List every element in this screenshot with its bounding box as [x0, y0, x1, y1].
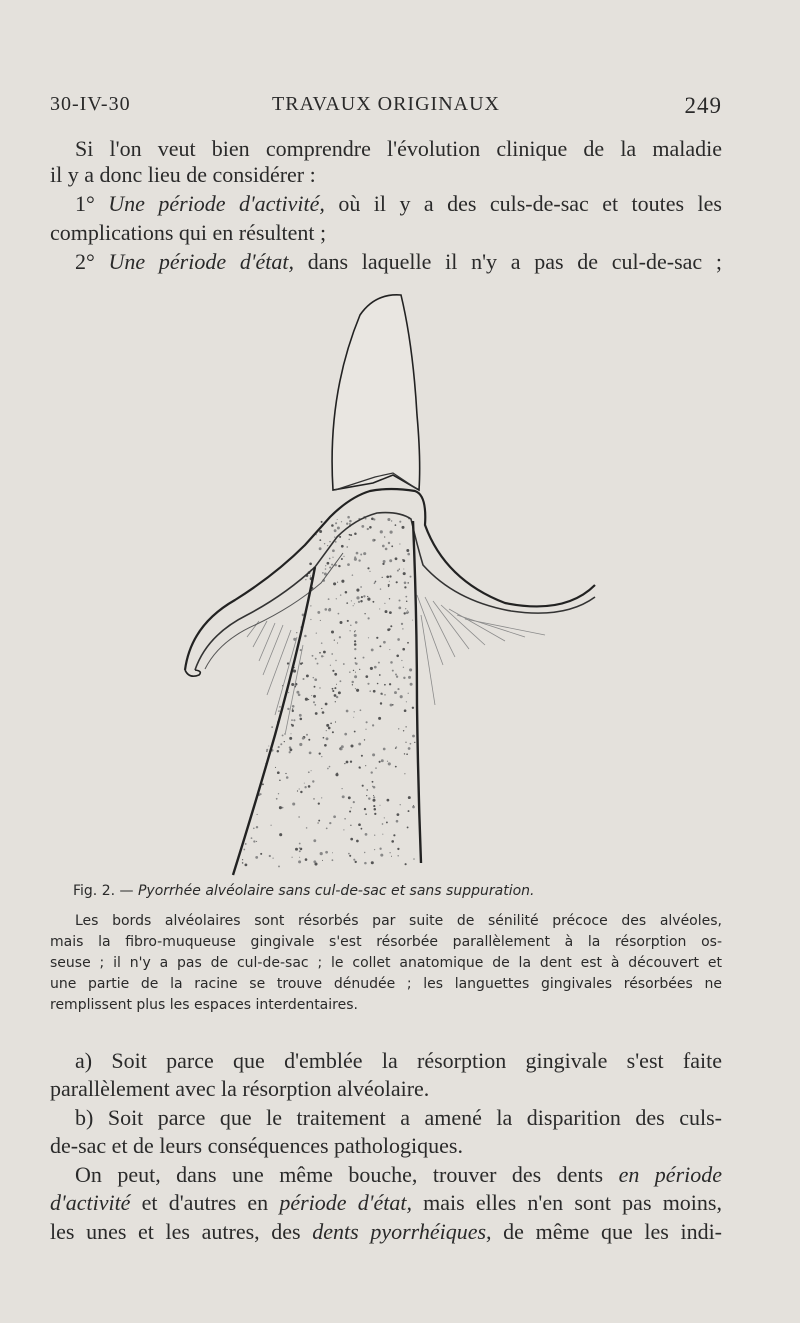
gingiva-inner-contour	[195, 513, 595, 670]
caption-line-5: remplissent plus les espaces interdentaires.	[50, 997, 358, 1013]
point-b-line-2: de-sac et de leurs conséquences pathologiques.	[50, 1133, 463, 1158]
point-b-line-1: b) Soit parce que le traitement a amené la disparition des culs-	[75, 1105, 722, 1130]
item1-term: Une période d'activité,	[108, 191, 325, 216]
intro-line-2: il y a donc lieu de considérer :	[50, 162, 316, 187]
list-item-1-continued: complications qui en résultent ;	[50, 220, 327, 245]
list-item-1	[50, 189, 722, 219]
gingiva-outer-contour	[185, 489, 595, 670]
gum-hatching-right	[417, 595, 545, 705]
caption-line-3: seuse ; il n'y a pas de cul-de-sac ; le collet anatomique de la dent est à découvert et	[50, 955, 722, 971]
item2-text: dans laquelle il n'y a pas de cul-de-sac ;	[294, 249, 722, 274]
caption-line-4: une partie de la racine se trouve dénudée ; les languettes gingivales résorbées ne	[50, 976, 722, 992]
header-date: 30-IV-30	[50, 93, 131, 115]
paragraph-line-1: On peut, dans une même bouche, trouver des dents en période	[75, 1162, 723, 1187]
item2-term: Une période d'état,	[108, 249, 295, 274]
point-a-line-1: a) Soit parce que d'emblée la résorption gingivale s'est faite	[75, 1048, 722, 1073]
page-number: 249	[684, 93, 722, 118]
figure-label: Fig. 2. —	[73, 883, 138, 899]
item2-number: 2°	[75, 249, 109, 274]
point-a-line-2: parallèlement avec la résorption alvéolaire.	[50, 1076, 430, 1101]
paragraph-line-2: d'activité et d'autres en période d'état, mais elles n'en sont pas moins,	[50, 1190, 722, 1215]
running-header	[50, 93, 722, 123]
item1-text: où il y a des culs-de-sac et toutes les	[324, 191, 722, 216]
figure-caption-title	[50, 881, 722, 902]
header-section-title: TRAVAUX ORIGINAUX	[272, 93, 500, 115]
gingiva-layer-3	[205, 553, 343, 669]
tooth-crown	[332, 295, 420, 490]
right-root-outline	[413, 521, 421, 863]
caption-line-1: Les bords alvéolaires sont résorbés par suite de sénilité précoce des alvéoles,	[75, 913, 722, 929]
intro-line-1: Si l'on veut bien comprendre l'évolution clinique de la maladie	[75, 136, 722, 161]
left-root-outline	[233, 567, 315, 875]
tooth-illustration	[155, 285, 605, 885]
list-item-2	[50, 247, 722, 277]
item1-number: 1°	[75, 191, 109, 216]
caption-line-2: mais la fibro-muqueuse gingivale s'est résorbée parallèlement à la résorption os-	[50, 934, 722, 950]
paragraph-line-3: les unes et les autres, des dents pyorrhéiques, de même que les indi-	[50, 1219, 723, 1244]
figure-title: Pyorrhée alvéolaire sans cul-de-sac et sans suppuration.	[137, 883, 535, 899]
gum-tip-left	[185, 670, 200, 676]
